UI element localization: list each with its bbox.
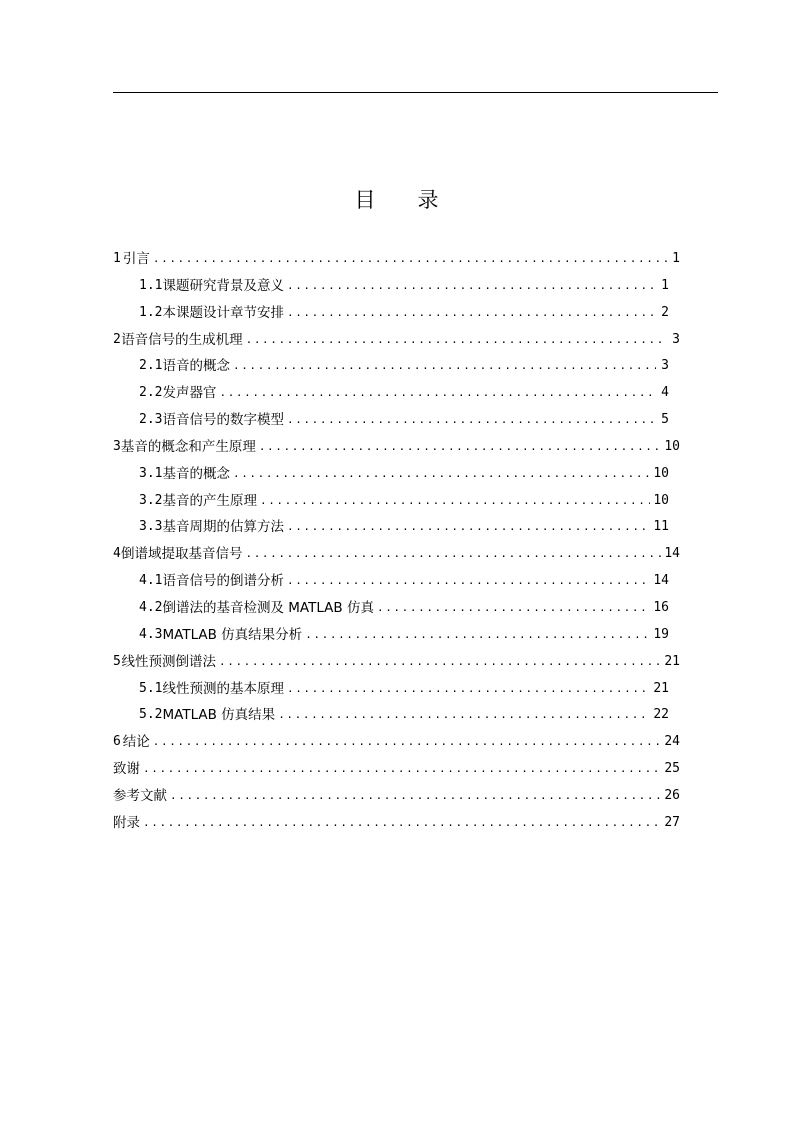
toc-dot-leader: [287, 273, 656, 300]
toc-entry-number: 2.3: [139, 412, 163, 428]
toc-subsection-entry[interactable]: [113, 568, 680, 595]
toc-dot-leader: [259, 434, 662, 461]
toc-dot-leader: [377, 595, 650, 622]
toc-subsection-entry[interactable]: [113, 595, 680, 622]
toc-entry-label: 线性预测的基本原理: [162, 680, 284, 697]
toc-entry-label: MATLAB 仿真结果分析: [162, 626, 303, 643]
toc-dot-leader: [143, 756, 661, 783]
toc-entry-page-number: 27: [664, 814, 680, 830]
toc-dot-leader: [153, 729, 662, 756]
toc-title-part2: 录: [417, 188, 439, 212]
toc-backmatter-entry[interactable]: [113, 810, 680, 837]
toc-subsection-entry[interactable]: [113, 353, 680, 380]
toc-entry-label: 语音的概念: [162, 358, 230, 375]
toc-entry-label: 语音信号的数字模型: [162, 412, 284, 429]
table-of-contents: [113, 246, 680, 837]
toc-entry-page-number: 25: [664, 761, 680, 777]
toc-dot-leader: [245, 541, 661, 568]
toc-entry-page-number: 3: [672, 331, 680, 347]
toc-entry-label: 基音的产生原理: [162, 492, 257, 509]
toc-subsection-entry[interactable]: [113, 514, 680, 541]
toc-subsection-entry[interactable]: [113, 461, 680, 488]
toc-entry-page-number: 4: [661, 385, 669, 401]
toc-subsection-entry[interactable]: [113, 676, 680, 703]
toc-dot-leader: [219, 649, 661, 676]
toc-entry-number: 3: [113, 438, 121, 454]
toc-entry-number: 5.2: [139, 707, 163, 723]
toc-entry-page-number: 22: [653, 707, 669, 723]
toc-entry-page-number: 11: [653, 519, 669, 535]
toc-dot-leader: [233, 353, 656, 380]
toc-chapter-entry[interactable]: [113, 327, 680, 354]
toc-entry-page-number: 1: [672, 251, 680, 266]
toc-dot-leader: [287, 407, 656, 434]
toc-entry-number: 1.2: [139, 304, 163, 320]
toc-dot-leader: [233, 461, 650, 488]
toc-dot-leader: [287, 568, 650, 595]
toc-entry-page-number: 16: [653, 599, 669, 615]
toc-dot-leader: [260, 488, 650, 515]
toc-entry-label: 线性预测倒谱法: [121, 653, 216, 670]
toc-dot-leader: [287, 514, 650, 541]
toc-entry-page-number: 5: [661, 412, 669, 428]
toc-entry-number: 2: [113, 331, 121, 347]
toc-entry-label: 附录: [113, 814, 140, 831]
toc-entry-label: 语音信号的倒谱分析: [162, 573, 284, 590]
toc-entry-page-number: 14: [664, 546, 680, 562]
toc-entry-page-number: 24: [664, 734, 680, 750]
toc-entry-number: 5.1: [139, 680, 163, 696]
toc-title-part1: 目: [354, 188, 376, 212]
toc-entry-label: 基音周期的估算方法: [162, 519, 284, 536]
toc-entry-number: 2.2: [139, 385, 163, 401]
toc-entry-label: 引言: [122, 251, 150, 267]
toc-entry-page-number: 1: [661, 277, 669, 293]
toc-entry-number: 5: [113, 653, 121, 669]
toc-entry-number: 4.3: [139, 626, 163, 642]
toc-entry-page-number: 10: [653, 465, 669, 481]
toc-subsection-entry[interactable]: [113, 273, 680, 300]
toc-entry-number: 3.1: [139, 465, 163, 481]
toc-dot-leader: [305, 622, 650, 649]
toc-entry-label: MATLAB 仿真结果: [162, 707, 276, 724]
toc-entry-page-number: 14: [653, 573, 669, 589]
toc-chapter-entry[interactable]: [113, 729, 680, 756]
toc-entry-number: 1.1: [139, 277, 163, 293]
toc-entry-number: 4: [113, 546, 121, 562]
toc-subsection-entry[interactable]: [113, 622, 680, 649]
toc-entry-number: 3.3: [139, 519, 163, 535]
toc-title: [0, 184, 793, 214]
toc-dot-leader: [143, 810, 661, 837]
toc-chapter-entry[interactable]: [113, 541, 680, 568]
toc-entry-page-number: 2: [661, 304, 669, 320]
toc-entry-number: 4.1: [139, 573, 163, 589]
toc-entry-number: 2.1: [139, 358, 163, 374]
toc-subsection-entry[interactable]: [113, 407, 680, 434]
toc-backmatter-entry[interactable]: [113, 783, 680, 810]
toc-entry-page-number: 21: [664, 653, 680, 669]
toc-entry-label: 致谢: [113, 761, 140, 778]
toc-entry-page-number: 21: [653, 680, 669, 696]
toc-entry-label: 倒谱法的基音检测及 MATLAB 仿真: [162, 599, 374, 616]
toc-backmatter-entry[interactable]: [113, 756, 680, 783]
toc-entry-label: 基音的概念: [162, 465, 230, 482]
toc-entry-number: 6: [113, 734, 121, 750]
toc-entry-label: 课题研究背景及意义: [162, 277, 284, 294]
toc-subsection-entry[interactable]: [113, 488, 680, 515]
toc-entry-number: 1: [113, 251, 121, 266]
toc-chapter-entry[interactable]: [113, 434, 680, 461]
toc-dot-leader: [219, 380, 656, 407]
toc-subsection-entry[interactable]: [113, 300, 680, 327]
toc-entry-number: 3.2: [139, 492, 163, 508]
toc-dot-leader: [287, 676, 650, 703]
toc-entry-number: 4.2: [139, 599, 163, 615]
toc-entry-page-number: 19: [653, 626, 669, 642]
toc-entry-label: 参考文献: [113, 787, 167, 804]
toc-entry-label: 结论: [122, 734, 150, 751]
toc-dot-leader: [170, 783, 661, 810]
toc-entry-page-number: 10: [664, 438, 680, 454]
toc-dot-leader: [278, 702, 650, 729]
toc-entry-label: 本课题设计章节安排: [162, 304, 284, 321]
toc-dot-leader: [287, 300, 656, 327]
toc-entry-page-number: 26: [664, 787, 680, 803]
toc-entry-label: 语音信号的生成机理: [121, 331, 243, 348]
toc-subsection-entry[interactable]: [113, 702, 680, 729]
toc-entry-label: 倒谱域提取基音信号: [120, 546, 243, 563]
toc-chapter-entry[interactable]: [113, 649, 680, 676]
header-rule: [113, 92, 718, 93]
toc-dot-leader: [153, 246, 667, 273]
toc-subsection-entry[interactable]: [113, 380, 680, 407]
toc-chapter-entry[interactable]: [113, 246, 680, 273]
toc-entry-label: 发声器官: [162, 385, 217, 402]
toc-dot-leader: [246, 327, 667, 354]
toc-entry-page-number: 10: [653, 492, 669, 508]
toc-entry-page-number: 3: [661, 358, 669, 374]
toc-entry-label: 基音的概念和产生原理: [120, 438, 256, 455]
